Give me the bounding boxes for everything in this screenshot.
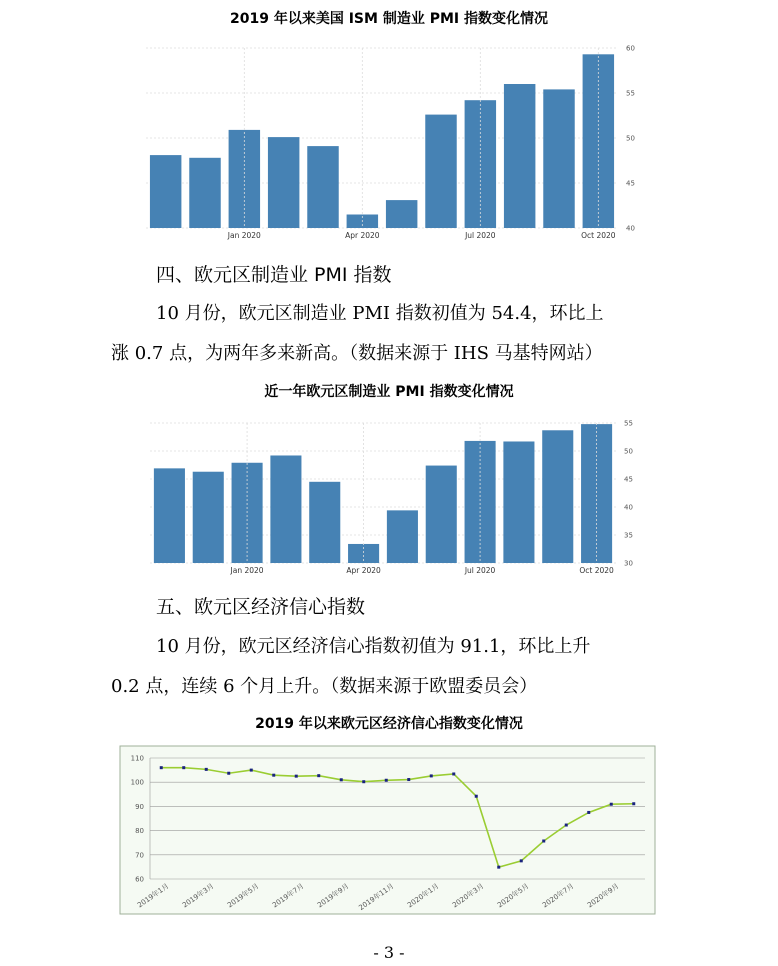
- y-tick-label: 110: [130, 754, 144, 763]
- y-tick-label: 45: [626, 179, 635, 188]
- data-point: [295, 775, 298, 778]
- data-point: [250, 769, 253, 772]
- x-tick-label: 2019年3月: [181, 882, 216, 910]
- data-point: [475, 795, 478, 798]
- data-point: [497, 866, 500, 869]
- y-tick-label: 55: [624, 419, 633, 428]
- x-tick-label: Jul 2020: [465, 231, 496, 240]
- data-point: [587, 811, 590, 814]
- data-point: [407, 778, 410, 781]
- y-tick-label: 45: [624, 475, 633, 484]
- y-tick-label: 80: [135, 827, 144, 836]
- y-tick-label: 55: [626, 89, 635, 98]
- section4-heading: 四、欧元区制造业 PMI 指数: [156, 264, 392, 286]
- section5-para-line1: 10 月份，欧元区经济信心指数初值为 91.1，环比上升: [156, 636, 591, 657]
- x-tick-label: 2019年9月: [316, 882, 351, 910]
- section5-heading: 五、欧元区经济信心指数: [156, 596, 366, 618]
- x-tick-label: 2020年1月: [406, 882, 441, 910]
- chart3-title: 2019 年以来欧元区经济信心指数变化情况: [255, 716, 523, 732]
- x-tick-label: 2019年5月: [226, 882, 261, 910]
- y-tick-label: 90: [135, 802, 144, 811]
- x-tick-label: 2020年7月: [541, 882, 576, 910]
- section4-para-line1: 10 月份，欧元区制造业 PMI 指数初值为 54.4，环比上: [156, 303, 604, 324]
- chart1-title: 2019 年以来美国 ISM 制造业 PMI 指数变化情况: [230, 11, 548, 27]
- x-tick-label: 2019年7月: [271, 882, 306, 910]
- data-point: [520, 859, 523, 862]
- data-point: [227, 772, 230, 775]
- x-tick-label: Oct 2020: [579, 566, 614, 575]
- data-point: [632, 802, 635, 805]
- data-point: [542, 840, 545, 843]
- data-point: [317, 774, 320, 777]
- x-tick-label: Apr 2020: [345, 231, 380, 240]
- data-point: [452, 772, 455, 775]
- y-tick-label: 30: [624, 559, 633, 568]
- data-point: [362, 780, 365, 783]
- x-tick-label: Jul 2020: [464, 566, 496, 575]
- y-tick-label: 50: [624, 447, 633, 456]
- chart2-title: 近一年欧元区制造业 PMI 指数变化情况: [264, 384, 514, 400]
- y-tick-label: 60: [626, 44, 635, 53]
- y-tick-label: 70: [135, 851, 144, 860]
- x-tick-label: Jan 2020: [230, 566, 264, 575]
- y-tick-label: 40: [624, 503, 633, 512]
- y-tick-label: 60: [135, 875, 144, 884]
- data-point: [160, 766, 163, 769]
- data-point: [565, 824, 568, 827]
- x-tick-label: 2020年9月: [586, 882, 621, 910]
- data-point: [610, 803, 613, 806]
- section5-para-line2: 0.2 点，连续 6 个月上升。（数据来源于欧盟委员会）: [111, 676, 538, 697]
- x-tick-label: Apr 2020: [346, 566, 381, 575]
- data-point: [205, 768, 208, 771]
- data-point: [182, 766, 185, 769]
- y-tick-label: 100: [130, 778, 144, 787]
- y-tick-label: 50: [626, 134, 635, 143]
- y-tick-label: 40: [626, 224, 635, 233]
- x-tick-label: Jan 2020: [227, 231, 261, 240]
- data-point: [340, 778, 343, 781]
- x-tick-label: 2020年5月: [496, 882, 531, 910]
- x-tick-label: 2020年3月: [451, 882, 486, 910]
- data-point: [430, 774, 433, 777]
- section4-para-line2: 涨 0.7 点，为两年多来新高。（数据来源于 IHS 马基特网站）: [111, 343, 603, 364]
- data-point: [385, 779, 388, 782]
- x-tick-label: Oct 2020: [581, 231, 616, 240]
- y-tick-label: 35: [624, 531, 633, 540]
- data-point: [272, 774, 275, 777]
- x-tick-label: 2019年1月: [136, 882, 171, 910]
- x-tick-label: 2019年11月: [357, 882, 396, 913]
- page-number: - 3 -: [373, 943, 405, 962]
